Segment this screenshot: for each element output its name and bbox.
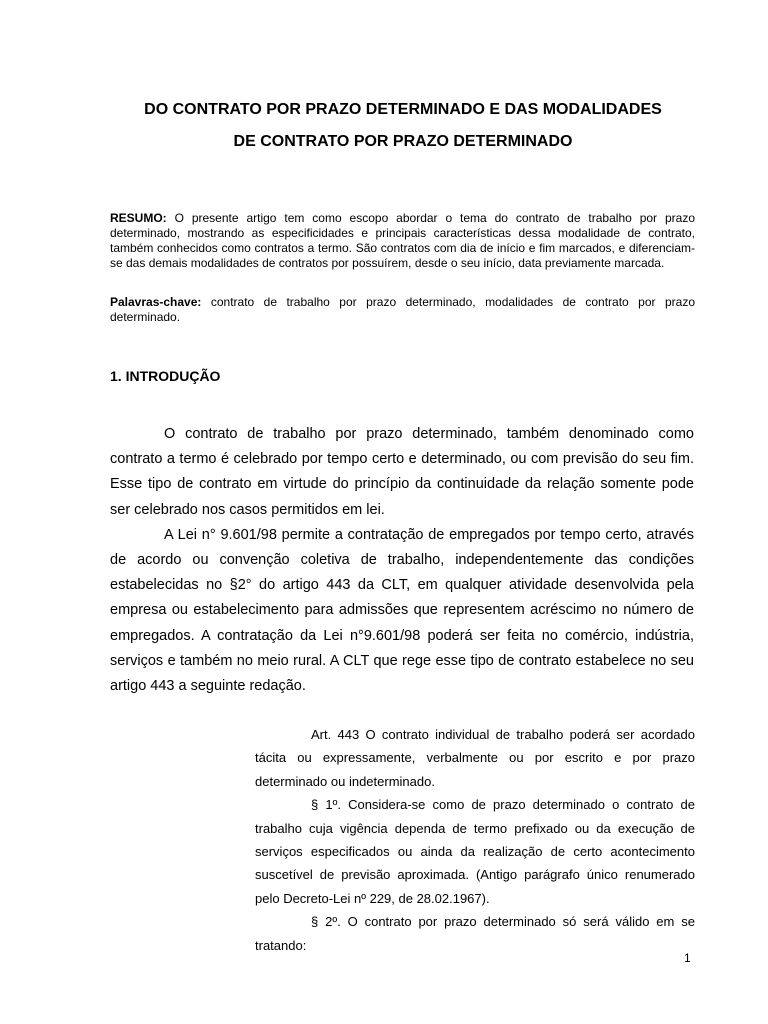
paragraph: A Lei n° 9.601/98 permite a contratação de empregados por tempo certo, através de acordo ou convenção coletiva de trabalho, independentemente das condições estabelecidas no §2° do artigo 443 da CLT, em qualquer atividade desenvolvida pela empresa ou estabelecimento para admissões que representem acréscimo no número de empregados. A contratação da Lei n°9.601/98 poderá ser feita no comércio, indústria, serviços e também no meio rural. A CLT que rege esse tipo de contrato estabelece no seu artigo 443 a seguinte redação.	[110, 526, 694, 695]
abstract-label: RESUMO:	[110, 211, 167, 225]
paragraph: O contrato de trabalho por prazo determinado, também denominado como contrato a termo é celebrado por tempo certo e determinado, ou com previsão do seu fim. Esse tipo de contrato em virtude do princípio da continuidade da relação somente pode ser celebrado nos casos permitidos em lei.	[110, 426, 694, 518]
quote-paragraph: § 1º. Considera-se como de prazo determinado o contrato de trabalho cuja vigência dependa de termo prefixado ou da execução de serviços especificados ou ainda da realização de certo acontecimento suscetível de previsão aproximada. (Antigo parágrafo único renumerado pelo Decreto-Lei nº 229, de 28.02.1967).	[255, 797, 695, 906]
introduction-body	[110, 422, 694, 699]
page-number: 1	[684, 951, 691, 965]
quote-paragraph: § 2º. O contrato por prazo determinado só será válido em se tratando:	[255, 914, 695, 953]
quote-paragraph: Art. 443 O contrato individual de trabalho poderá ser acordado tácita ou expressamente, verbalmente ou por escrito e por prazo determinado ou indeterminado.	[255, 727, 695, 789]
document-title-line-2: DE CONTRATO POR PRAZO DETERMINADO	[233, 133, 573, 150]
keywords-text: contrato de trabalho por prazo determinado, modalidades de contrato por prazo determinado.	[110, 295, 695, 324]
abstract	[110, 211, 695, 271]
section-heading-introduction: 1. INTRODUÇÃO	[110, 368, 221, 384]
keywords	[110, 295, 695, 325]
abstract-text: O presente artigo tem como escopo abordar o tema do contrato de trabalho por prazo determinado, mostrando as especificidades e principais características dessa modalidade de contrato, também conhecidos como contratos a termo. São contratos com dia de início e fim marcados, e diferenciam-se das demais modalidades de contratos por possuírem, desde o seu início, data previamente marcada.	[110, 211, 695, 270]
keywords-label: Palavras-chave:	[110, 295, 202, 309]
document-title-line-1: DO CONTRATO POR PRAZO DETERMINADO E DAS MODALIDADES	[144, 101, 662, 118]
legal-quote	[255, 723, 695, 957]
